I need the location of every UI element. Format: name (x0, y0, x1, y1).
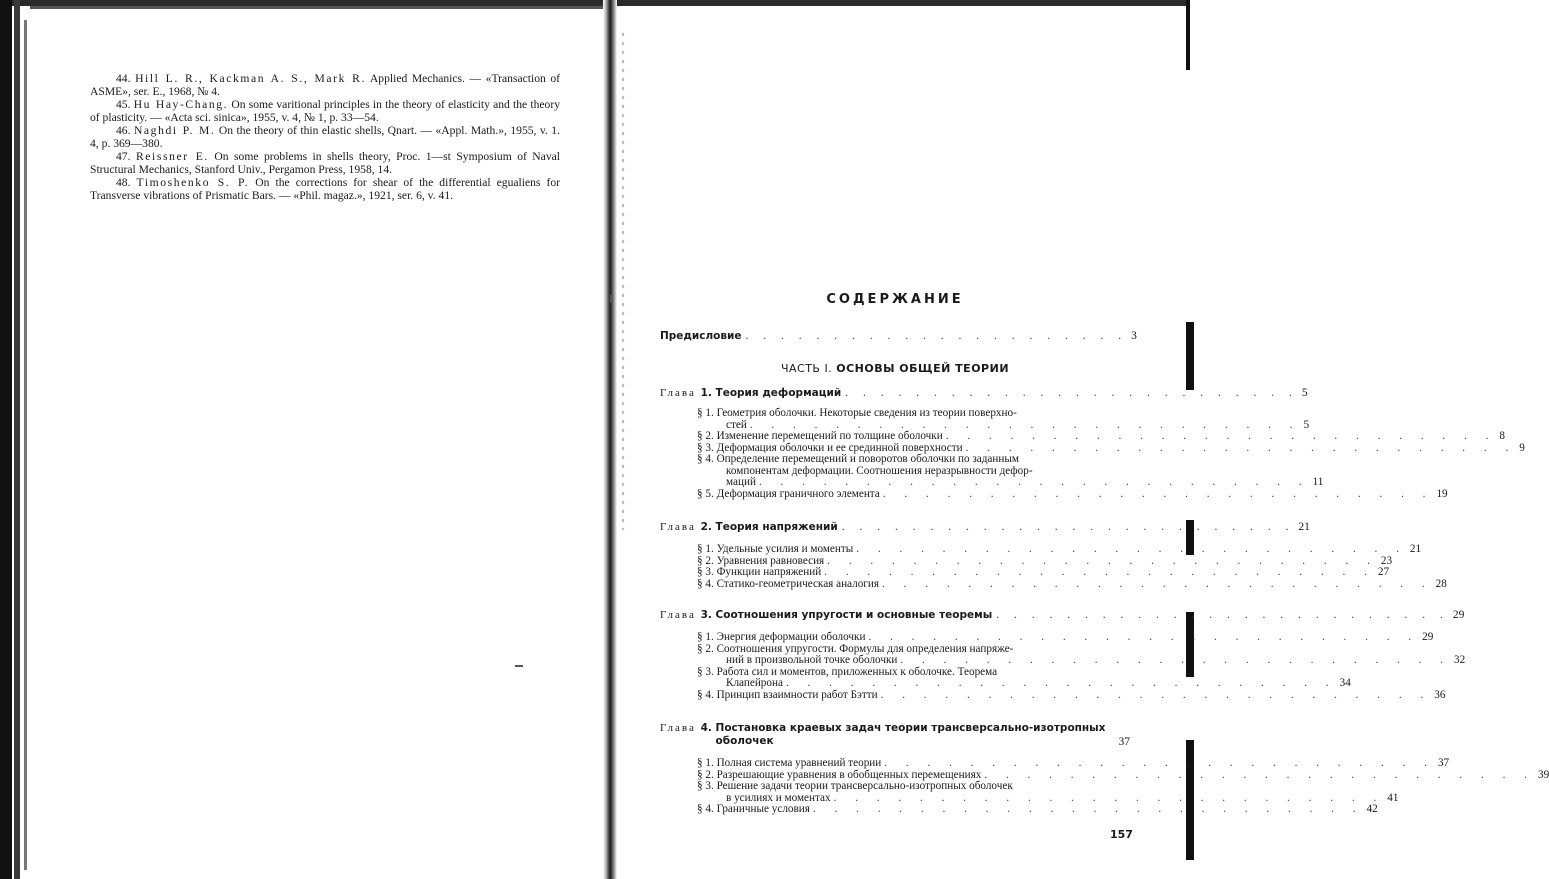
leader-dots: . . . . . . . . . . . . . . . . . . . . . . . . . . (880, 688, 1432, 701)
section-text: § 2. Разрешающие уравнения в обобщенных перемещениях (697, 768, 982, 781)
page-ref: 41 (1387, 791, 1399, 804)
page-ref: 28 (1435, 577, 1447, 590)
page-number: 157 (1110, 828, 1133, 841)
page-ref: 9 (1519, 441, 1525, 454)
page-ref: 42 (1366, 803, 1378, 815)
right-edge-mark (1186, 612, 1194, 677)
page-ref: 21 (1409, 543, 1422, 555)
leader-dots: . . . . . . . . . . . . . . . . . . . . . . (745, 330, 1128, 342)
reference-number: 47. (116, 150, 136, 163)
section-text: в усилиях и моментах (726, 791, 831, 804)
reference-author: Timoshenko S. P. (136, 176, 250, 189)
chapter-title-line: Постановка краевых задач теории трансверсально-изотропных (715, 722, 1106, 734)
chapter-number: 3. (700, 609, 716, 621)
page-ref: 8 (1499, 430, 1505, 442)
section-line (697, 476, 1324, 489)
reference-number: 44. (116, 72, 136, 85)
part-title: ОСНОВЫ ОБЩЕЙ ТЕОРИИ (836, 362, 1010, 375)
reference-item (90, 124, 560, 150)
page-ref: 23 (1380, 554, 1393, 567)
chapter-number: 4. (700, 722, 716, 734)
section-text: § 3. Работа сил и моментов, приложенных к оболочке. Теорема (697, 665, 998, 678)
page-ref: 39 (1537, 768, 1549, 781)
leader-dots: . . . . . . . . . . . . . . . . . . . . . . . . . . (996, 609, 1449, 621)
chapter-number: 1. (700, 387, 716, 399)
chapter-number: 2. (700, 521, 716, 533)
leader-dots: . . . . . . . . . . . . . . . . . . . . . . . . . . (824, 566, 1375, 578)
scan-speck (610, 295, 613, 303)
section-text: § 3. Функции напряжений (697, 566, 822, 578)
section-line (697, 454, 1130, 466)
leader-dots: . . . . . . . . . . . . . . . . . . . . . . . . . . (945, 430, 1497, 442)
reference-list (90, 72, 560, 202)
toc-title: СОДЕРЖАНИЕ (826, 292, 964, 307)
page-ref: 32 (1454, 654, 1466, 666)
leader-dots: . . . . . . . . . . . . . . . . . . . . . . . . . . (845, 387, 1298, 399)
section-text: § 1. Энергия деформации оболочки (697, 631, 866, 643)
chapter-title-line: оболочек (715, 735, 774, 747)
section-line (697, 543, 1422, 556)
section-text: § 4. Принцип взаимности работ Бэтти (697, 688, 878, 701)
section-text: § 1. Полная система уравнений теории (697, 757, 882, 769)
section-line (697, 430, 1505, 443)
leader-dots: . . . . . . . . . . . . . . . . . . . . . . . . . . (965, 441, 1517, 454)
scan-edge-top-inner (30, 6, 610, 9)
reference-author: Hu Hay-Chang. (133, 98, 229, 111)
reference-item (90, 150, 560, 176)
book-gutter (603, 0, 617, 879)
section-line (697, 654, 1466, 667)
page-ref: 34 (1339, 677, 1351, 689)
toc-chapter (660, 521, 1310, 533)
section-line (697, 566, 1390, 579)
page-ref: 29 (1452, 609, 1465, 621)
section-text: маций (726, 476, 756, 488)
reference-item (90, 72, 560, 98)
section-text: § 2. Изменение перемещений по толщине оболочки (697, 430, 943, 442)
section-list (697, 407, 1525, 500)
page-ref: 29 (1422, 631, 1434, 643)
page-ref: 5 (1303, 418, 1310, 431)
section-text: стей (726, 418, 747, 431)
section-text: § 2. Соотношения упругости. Формулы для определения напряже- (697, 642, 1014, 655)
section-text: § 1. Геометрия оболочки. Некоторые сведения из теории поверхно- (697, 407, 1017, 419)
section-text: § 1. Удельные усилия и моменты (697, 543, 854, 555)
reference-text: On some varitional principles in the theory of elasticity and the theory of plasticity. — «Acta sci. sinica», 1955, v. 4, № 1, p. 33—54. (90, 98, 561, 124)
right-edge-mark (1186, 0, 1190, 70)
scan-edge-left-line (24, 20, 27, 870)
leader-dots: . . . . . . . . . . . . . . . . . . . . . . . . . . (868, 631, 1420, 643)
section-text: § 3. Деформация оболочки и ее срединной поверхности (697, 441, 963, 454)
section-text: компонентам деформации. Соотношения неразрывности дефор- (726, 464, 1033, 477)
chapter-title (716, 722, 1106, 748)
chapter-label (660, 521, 838, 533)
reference-number: 46. (116, 124, 134, 137)
section-text: § 4. Статико-геометрическая аналогия (697, 577, 880, 590)
section-line (697, 781, 1130, 793)
leader-dots: . . . . . . . . . . . . . . . . . . . . . . . . . . (749, 418, 1301, 431)
reference-number: 45. (116, 98, 134, 111)
section-text: § 3. Решение задачи теории трансверсально-изотропных оболочек (697, 780, 1013, 792)
leader-dots: . . . . . . . . . . . . . . . . . . . . . . . . . . (785, 677, 1337, 689)
leader-dots: . . . . . . . . . . . . . . . . . . . . . . . . . . (984, 768, 1535, 781)
section-text: § 5. Деформация граничного элемента (697, 487, 880, 500)
gutter-speckle (620, 30, 628, 530)
page-ref: 5 (1301, 387, 1308, 399)
section-line (697, 577, 1447, 591)
section-list (697, 757, 1549, 816)
reference-number: 48. (116, 176, 137, 189)
section-line (697, 677, 1351, 690)
toc-chapter (660, 387, 1308, 399)
page-ref: 36 (1434, 688, 1446, 701)
section-text: ний в произвольной точке оболочки (726, 654, 898, 666)
reference-text: On the theory of thin elastic shells, Qnart. — «Appl. Math.», 1955, v. 1. 4, p. 369—380. (90, 124, 560, 150)
section-text: Клапейрона (726, 677, 783, 689)
reference-author: Hill L. R., Kackman A. S., Mark R. (135, 72, 366, 85)
leader-dots: . . . . . . . . . . . . . . . . . . . . . . . . . . (833, 791, 1385, 804)
reference-text: On the corrections for shear of the differential egualiens for Transverse vibrations of Prismatic Bars. — «Phil. magaz.», 1921, ser. 6, v. 41. (90, 176, 560, 202)
reference-item (90, 176, 560, 202)
section-text: § 4. Определение перемещений и поворотов оболочки по заданным (697, 453, 1019, 465)
reference-item (90, 98, 560, 124)
page-ref: 37 (1118, 736, 1130, 748)
leader-dots: . . . . . . . . . . . . . . . . . . . . . . . . . . (882, 577, 1433, 590)
chapter-label (660, 609, 992, 621)
section-line (697, 631, 1434, 644)
page-ref: 3 (1131, 330, 1137, 342)
leader-dots: . . . . . . . . . . . . . . . . . . . . . . . . . . (827, 554, 1378, 567)
section-line (697, 408, 1130, 420)
chapter-title: Теория деформаций (715, 387, 842, 399)
chapter-label (660, 387, 841, 399)
section-text: § 2. Уравнения равновесия (697, 554, 825, 567)
reference-text: On some problems in shells theory, Proc. 1—st Symposium of Naval Structural Mechanics, Stanford Univ., Pergamon Press, 1958, 14. (90, 150, 560, 176)
part-prefix: ЧАСТЬ I. (780, 362, 833, 375)
scan-edge-left (0, 0, 12, 879)
chapter-word: Глава (660, 609, 701, 621)
part-heading (660, 362, 1130, 375)
toc-chapter (660, 722, 1130, 748)
reference-author: Reissner E. (135, 150, 209, 163)
page-ref: 37 (1437, 757, 1450, 769)
leader-dots: . . . . . . . . . . . . . . . . . . . . . . . . . . (812, 803, 1364, 815)
leader-dots: . . . . . . . . . . . . . . . . . . . . . . . . . . (882, 487, 1434, 500)
preface-label: Предисловие (660, 330, 742, 342)
chapter-title: Теория напряжений (715, 521, 838, 533)
toc-chapter (660, 609, 1465, 621)
leader-dots: . . . . . . . . . . . . . . . . . . . . . . . . . . (900, 654, 1452, 666)
reference-text: Applied Mechanics. — «Transaction of ASME», ser. E., 1968, № 4. (90, 72, 561, 98)
leader-dots: . . . . . . . . . . . . . . . . . . . . . . . . . . (758, 476, 1310, 488)
leader-dots: . . . . . . . . . . . . . . . . . . . . . . . . . . (884, 757, 1435, 769)
scan-speck (515, 665, 523, 667)
leader-dots: . . . . . . . . . . . . . . . . . . . . . . . . . . (856, 543, 1407, 555)
leader-dots: . . . . . . . . . . . . . . . . . . . . . . . . . . (841, 521, 1295, 533)
page-ref: 19 (1436, 487, 1448, 500)
chapter-label (660, 722, 1105, 748)
right-edge-mark (1186, 322, 1194, 390)
section-line (697, 803, 1378, 816)
section-line (697, 757, 1450, 770)
reference-author: Naghdi P. M. (133, 124, 216, 137)
toc-preface (660, 330, 1137, 342)
scan-edge-left-inner (14, 0, 20, 879)
page-ref: 21 (1298, 521, 1310, 533)
chapter-word: Глава (660, 521, 701, 533)
page-ref: 27 (1377, 566, 1390, 578)
section-list (697, 631, 1466, 701)
chapter-title: Соотношения упругости и основные теоремы (715, 609, 993, 621)
section-line (697, 688, 1446, 702)
section-list (697, 543, 1447, 590)
chapter-word: Глава (660, 387, 701, 399)
section-text: § 4. Граничные условия (697, 803, 810, 815)
section-line (697, 487, 1448, 501)
page-ref: 11 (1312, 476, 1324, 488)
chapter-word: Глава (660, 722, 701, 734)
